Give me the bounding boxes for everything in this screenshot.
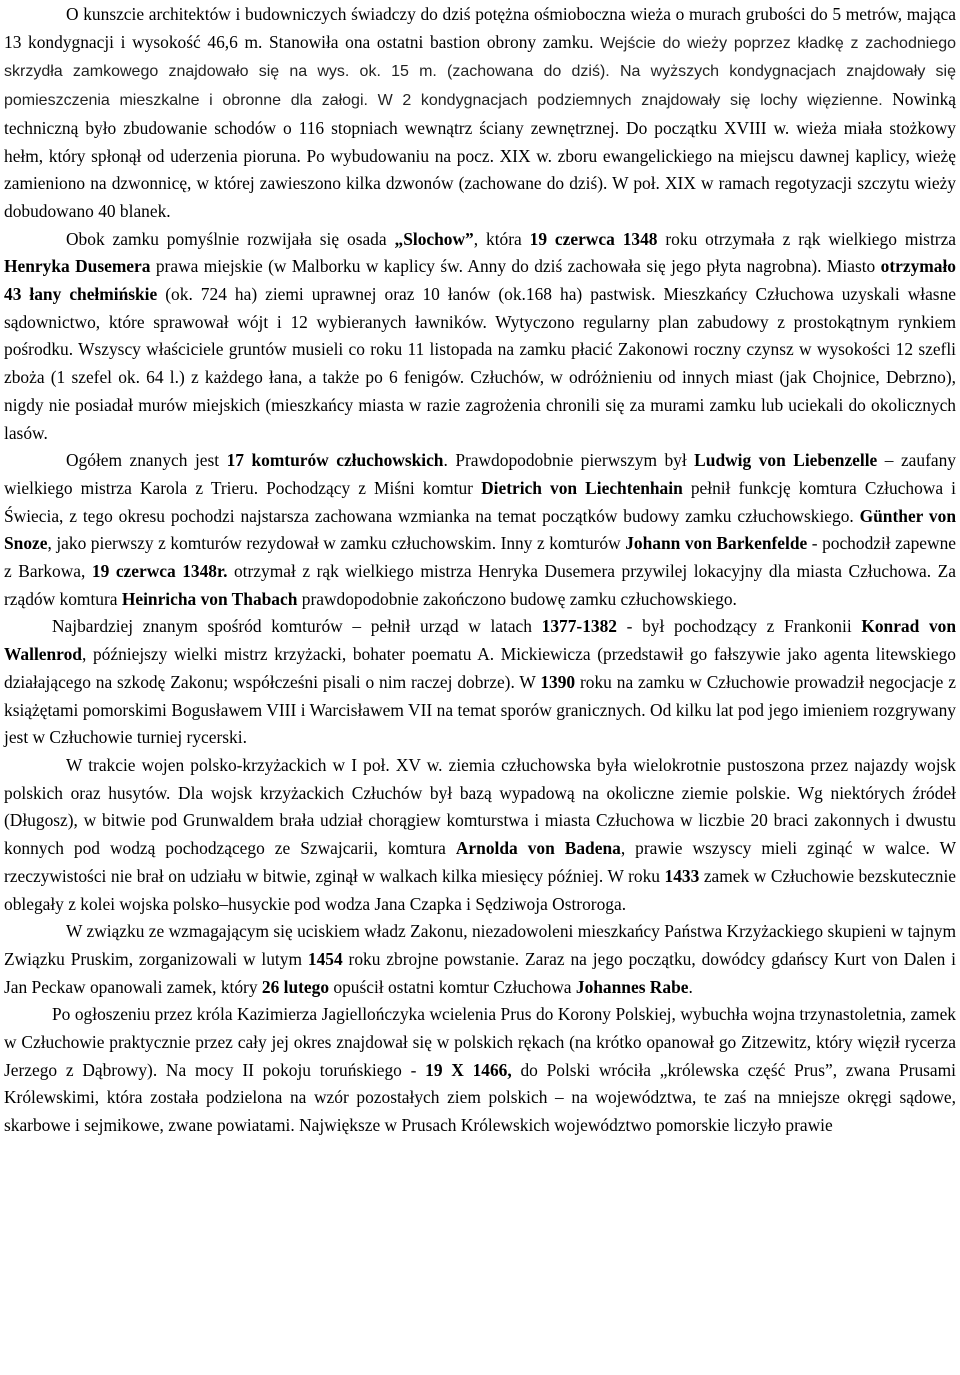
text-run: prawdopodobnie zakończono budowę zamku człuchowskiego. (297, 588, 737, 609)
bold-run: 19 czerwca 1348r. (91, 561, 228, 582)
text-run: Wejście do wieży poprzez kładkę z zachodniego skrzydła zamkowego znajdowało się na wys. ok. 15 m. (zachowana do dziś). Na wyższych kondygnacjach znajdowały się pomieszczenia mieszkalne i obronne dla załogi. W 2 kondygnacjach podziemnych znajdowały się lochy więzienne. (4, 34, 956, 110)
bold-run: Günther von Snoze (4, 505, 956, 554)
text-run: Po ogłoszeniu przez króla Kazimierza Jagiellończyka wcielenia Prus do Korony Polskiej, wybuchła wojna trzynastoletnia, zamek w Człuchowie praktycznie przez cały jej okres znajdował się w polskich rękach (na krótko opanował go Zitzewitz, który więził rycerza Jerzego z Dąbrowy). Na mocy II pokoju toruńskiego - (4, 1004, 956, 1080)
bold-run: 19 czerwca 1348 (529, 228, 658, 249)
bold-run: Dietrich von Liechtenhain (481, 477, 683, 498)
text-run: - był pochodzący z Frankonii (616, 616, 862, 637)
bold-run: Johann von Barkenfelde (625, 533, 808, 554)
text-run: (ok. 724 ha) ziemi uprawnej oraz 10 łanów (ok.168 ha) pastwisk. Mieszkańcy Człuchowa uzyskali własne sądownictwo, które sprawował wójt i 12 wybieranych ławników. Wytyczono regularny plan zabudowy z prostokątnym rynkiem pośrodku. Wszyscy właściciele gruntów musieli co roku 11 listopada na zamku płacić Zakonowi roczny czynsz w wysokości 12 szefli zboża (1 szefel ok. 64 l.) z każdego łana, a także po 6 fenigów. Człuchów, w odróżnieniu od innych miast (jak Chojnice, Debrzno), nigdy nie posiadał murów miejskich (mieszkańcy miasta w razie zagrożenia chronili się za murami zamku lub uciekali do okolicznych lasów. (4, 284, 956, 443)
bold-run: 1433 (664, 865, 700, 886)
bold-run: Arnolda von Badena (455, 838, 621, 859)
bold-run: 17 komturów człuchowskich (226, 450, 444, 471)
text-run: opuścił ostatni komtur Człuchowa (329, 976, 576, 997)
text-run: roku otrzymała z rąk wielkiego mistrza (657, 228, 957, 249)
bold-run: Ludwig von Liebenzelle (694, 450, 878, 471)
text-run: , późniejszy wielki mistrz krzyżacki, bohater poematu A. Mickiewicza (przedstawił go fałszywie jako agenta litewskiego działającego na szkodę Zakonu; współcześni pisali o nim raczej dobrze). W (4, 644, 956, 692)
text-run: Obok zamku pomyślnie rozwijała się osada (66, 228, 395, 249)
text-run: roku zbrojne powstanie. Zaraz na jego początku, dowódcy gdańscy Kurt von Dalen i Jan Peckaw opanowali zamek, który (4, 948, 956, 997)
bold-run: 26 lutego (261, 976, 330, 997)
text-run: zamek w Człuchowie bezskutecznie oblegały z kolei wojska polsko–husyckie pod wodza Jana Czapka i Sędziwoja Ostroroga. (4, 865, 956, 914)
text-run: Nowinką techniczną było zbudowanie schodów o 116 stopniach wewnątrz ściany zewnętrznej. Do początku XVIII w. wieża miała stożkowy hełm, który spłonął od uderzenia pioruna. Po wybudowaniu na pocz. XIX w. zboru ewangelickiego na miejscu dawnej kaplicy, wieżę zamieniono na dzwonnicę, w której zawieszono kilka dzwonów (zachowane do dziś). W poł. XIX w ramach regotyzacji szczytu wieży dobudowano 40 blanek. (4, 89, 956, 221)
paragraph-7 (4, 1001, 956, 1140)
bold-run: Johannes Rabe (575, 976, 689, 997)
paragraph-5 (4, 752, 956, 918)
paragraph-2 (4, 226, 956, 448)
text-run: . Prawdopodobnie pierwszym był (443, 450, 695, 471)
bold-run: Henryka Dusemera (4, 256, 151, 277)
bold-run: 1390 (540, 671, 576, 692)
paragraph-6 (4, 918, 956, 1001)
paragraph-3 (4, 447, 956, 613)
text-run: – zaufany wielkiego mistrza Karola z Trieru. Pochodzący z Miśni komtur (4, 450, 956, 498)
text-run: W związku ze wzmagającym się uciskiem władz Zakonu, niezadowoleni mieszkańcy Państwa Krzyżackiego skupieni w tajnym Związku Pruskim, zorganizowali w lutym (4, 921, 956, 969)
text-run: . (688, 976, 693, 997)
bold-run: Konrad von Wallenrod (4, 616, 957, 665)
text-run: , która (473, 228, 530, 249)
text-run: O kunszcie architektów i budowniczych świadczy do dziś potężna ośmioboczna wieża o murach grubości do 5 metrów, mająca 13 kondygnacji i wysokość 46,6 m. Stanowiła ona ostatni bastion obrony zamku. (4, 4, 956, 52)
text-run: - pochodził zapewne z Barkowa, (4, 533, 956, 582)
text-run: Ogółem znanych jest (66, 450, 227, 471)
bold-run: „Slochow” (394, 228, 474, 249)
bold-run: 1377-1382 (541, 616, 617, 637)
bold-run: 19 X 1466, (425, 1059, 512, 1080)
text-run: , prawie wszyscy mieli zginąć w walce. W rzeczywistości nie brał on udziału w bitwie, zginął w walkach kilka miesięcy później. W roku (4, 838, 956, 886)
text-run: Najbardziej znanym spośród komturów – pełnił urząd w latach (52, 616, 542, 637)
paragraph-1 (4, 1, 956, 226)
text-run: do Polski wróciła „królewska część Prus”, zwana Prusami Królewskimi, która została podzielona na wzór pozostałych ziem polskich – na województwa, te zaś na mniejsze okręgi sądowe, skarbowe i sejmikowe, zwane powiatami. Największe w Prusach Królewskich województwo pomorskie liczyło prawie (4, 1059, 956, 1136)
text-run: , jako pierwszy z komturów rezydował w zamku człuchowskim. Inny z komturów (47, 533, 626, 554)
bold-run: 1454 (307, 948, 343, 969)
text-run: pełnił funkcję komtura Człuchowa i Świecia, z tego okresu pochodzi najstarsza zachowana wzmianka na temat początków budowy zamku człuchowskiego. (4, 477, 956, 526)
bold-run: otrzymało 43 łany chełmińskie (4, 256, 956, 305)
paragraph-4 (4, 613, 956, 752)
text-run: prawa miejskie (w Malborku w kaplicy św. Anny do dziś zachowała się jego płyta nagrobna). Miasto (150, 256, 881, 277)
text-run: otrzymał z rąk wielkiego mistrza Henryka Dusemera przywilej lokacyjny dla miasta Człuchowa. Za rządów komtura (4, 561, 956, 609)
text-run: roku na zamku w Człuchowie prowadził negocjacje z książętami pomorskimi Bogusławem VIII i Warcisławem VII na temat sporów granicznych. Od kilku lat pod jego imieniem rozgrywany jest w Człuchowie turniej rycerski. (4, 671, 956, 748)
text-run: W trakcie wojen polsko-krzyżackich w I poł. XV w. ziemia człuchowska była wielokrotnie pustoszona przez najazdy wojsk polskich oraz husytów. Dla wojsk krzyżackich Człuchów był bazą wypadową na okoliczne ziemie polskie. Wg niektórych źródeł (Długosz), w bitwie pod Grunwaldem brała udział chorągiew komturstwa i miasta Człuchowa w liczbie 20 braci zakonnych i dwustu konnych pod wodzą pochodzącego ze Szwajcarii, komtura (4, 754, 956, 859)
bold-run: Heinricha von Thabach (121, 588, 298, 609)
